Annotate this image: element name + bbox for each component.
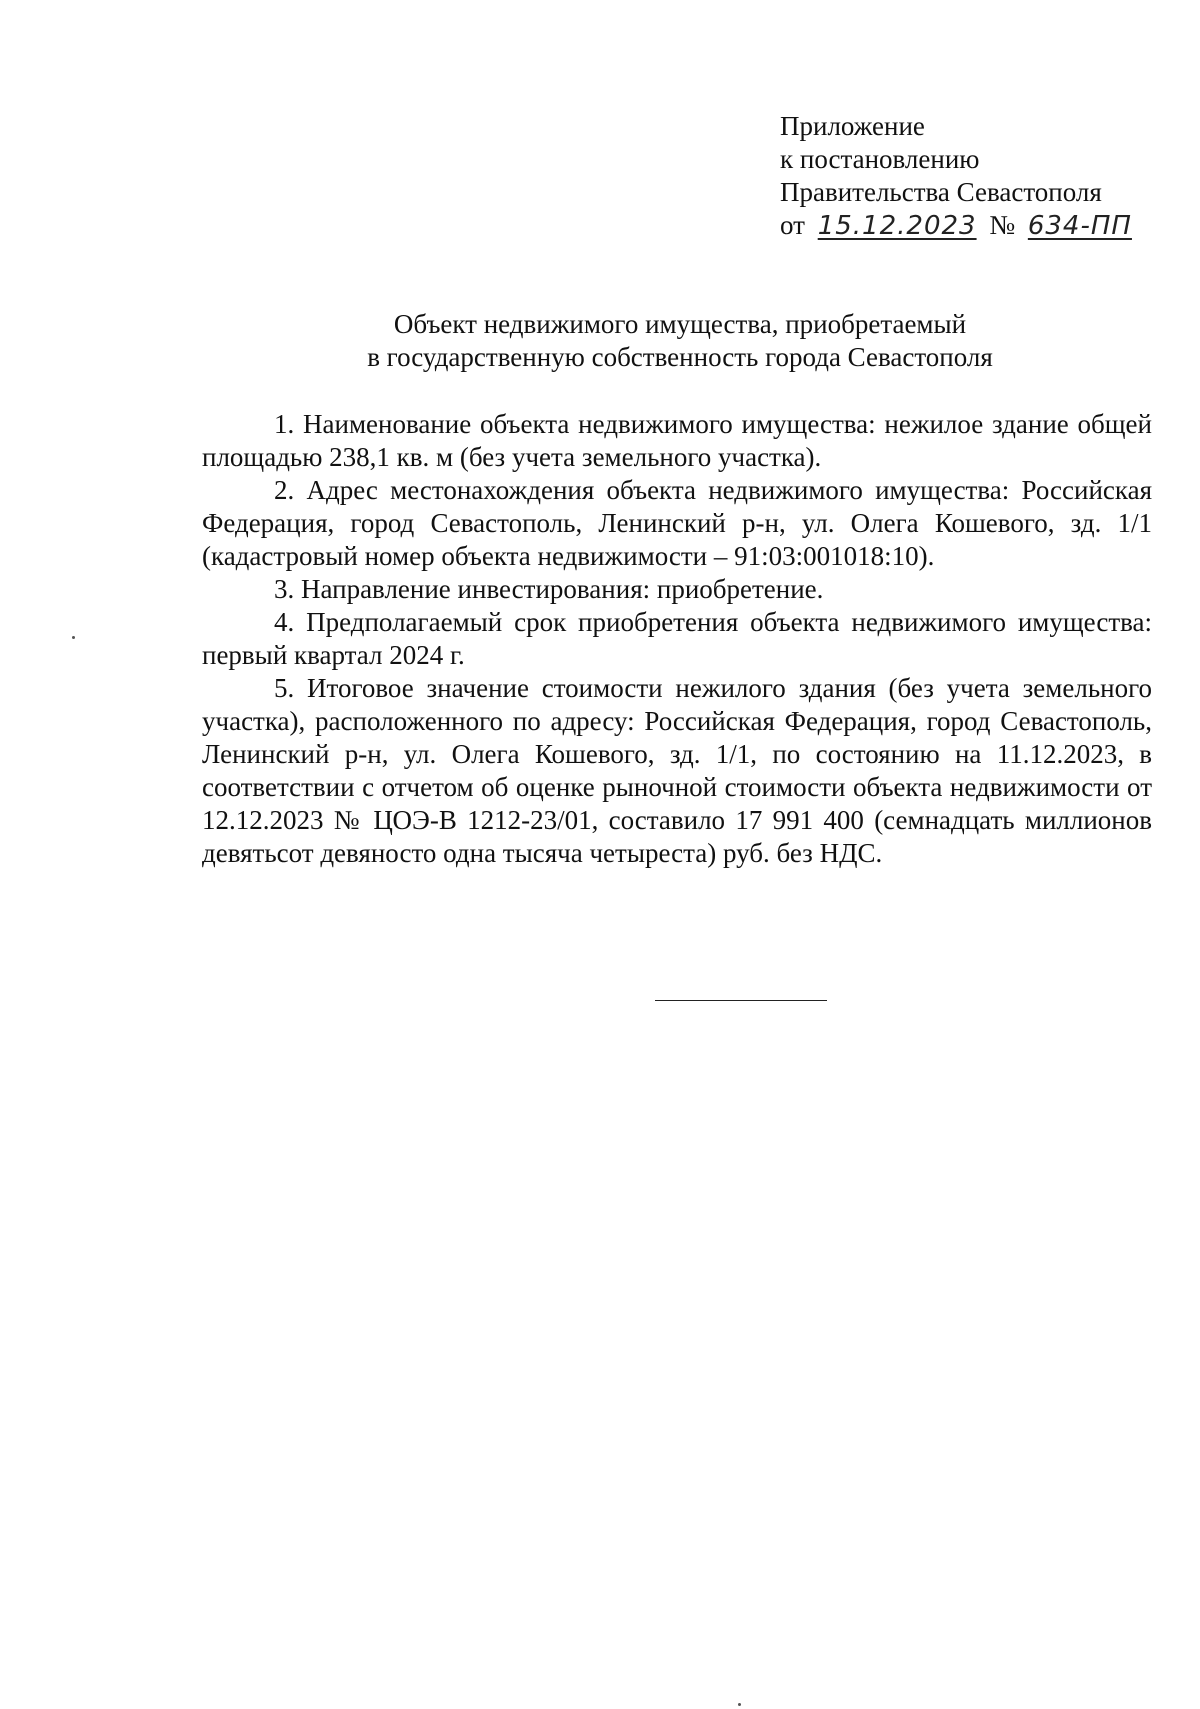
paragraph-5-final-value: 5. Итоговое значение стоимости нежилого здания (без учета земельного участка), расположенного по адресу: Российская Федерация, город Севастополь, Ленинский р-н, ул. Олега Кошевого, зд. 1/1, по состоянию на 11.12.2023, в соответствии с отчетом об оценке рыночной стоимости объекта недвижимости от 12.12.2023 № ЦОЭ-В 1212-23/01, составило 17 991 400 (семнадцать миллионов девятьсот девяносто одна тысяча четыреста) руб. без НДС. [202,673,1152,868]
document-body [202,408,1152,870]
title-line-2: в государственную собственность города Севастополя [367,342,993,372]
paragraph-1-object-name: 1. Наименование объекта недвижимого имущества: нежилое здание общей площадью 238,1 кв. м (без учета земельного участка). [202,409,1152,472]
end-of-document-rule [655,1000,827,1001]
paragraph-2-address: 2. Адрес местонахождения объекта недвижимого имущества: Российская Федерация, город Севастополь, Ленинский р-н, ул. Олега Кошевого, зд. 1/1 (кадастровый номер объекта недвижимости – 91:03:001018:10). [202,475,1152,571]
document-title [180,308,1180,374]
appendix-date-number-line [780,209,1180,243]
scan-speck [72,636,75,639]
paragraph-3-investment-direction: 3. Направление инвестирования: приобретение. [274,574,824,604]
appendix-government-line: Правительства Севастополя [780,177,1102,207]
scan-speck [738,1703,741,1706]
appendix-header [780,110,1180,243]
appendix-label: Приложение [780,111,925,141]
date-prefix: от [780,210,805,240]
number-prefix: № [989,210,1016,240]
appendix-resolution-line: к постановлению [780,144,980,174]
paragraph-4-acquisition-term: 4. Предполагаемый срок приобретения объекта недвижимого имущества: первый квартал 2024 г. [202,607,1152,670]
handwritten-number: 634-ПП [1027,211,1132,241]
title-line-1: Объект недвижимого имущества, приобретаемый [393,309,967,339]
handwritten-date: 15.12.2023 [817,211,977,241]
